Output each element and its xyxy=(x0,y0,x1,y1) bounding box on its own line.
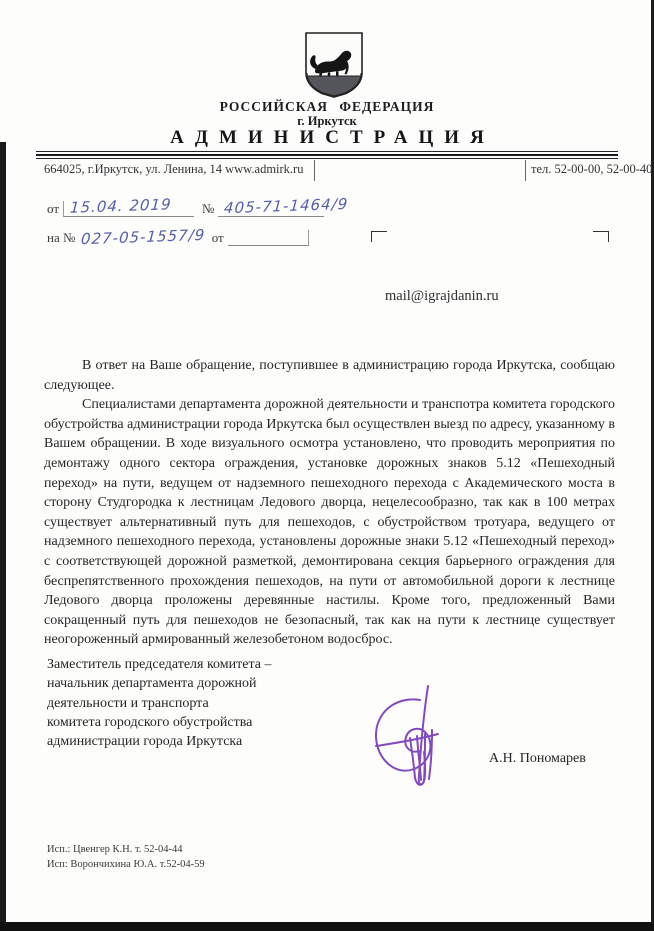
reply-date-field xyxy=(228,230,309,246)
number-label: № xyxy=(202,201,215,216)
executors-block xyxy=(47,843,205,872)
header-organization: АДМИНИСТРАЦИЯ xyxy=(170,127,495,148)
date-field xyxy=(63,195,194,217)
signer-title-block xyxy=(47,655,271,751)
handwritten-date: 15.04. 2019 xyxy=(69,195,173,217)
signer-title-line: комитета городского обустройства xyxy=(47,714,253,730)
irkutsk-coat-of-arms-icon xyxy=(303,31,365,99)
signer-title-line: начальник департамента дорожной xyxy=(47,676,257,692)
executor-line: Исп.: Цвенгер К.Н. т. 52-04-44 xyxy=(47,844,183,855)
date-label: от xyxy=(47,201,60,216)
header-city: г. Иркутск xyxy=(297,114,357,128)
recipient-corner-mark-left xyxy=(371,231,387,242)
recipient-corner-mark-right xyxy=(593,231,609,242)
number-field xyxy=(218,194,350,218)
handwritten-number: 405-71-1464/9 xyxy=(223,194,350,218)
scan-edge-bottom xyxy=(0,922,654,931)
signer-title-line: деятельности и транспорта xyxy=(47,695,209,711)
body-paragraph-2: Специалистами департамента дорожной деятельности и транспотра комитета городского обустройства администрации города Иркутска был осуществлен выезд по адресу, указанному в Вашем обращении. В ходе визуального осмотра установлено, что проводить мероприятия по демонтажу одного сектора ограждения, установке дорожных знаков 5.12 «Пешеходный переход» на пути, ведущем от надземного пешеходного перехода с Академического моста в сторону Студгородка к лестницам Ледового дворца, нецелесообразно, так как в 100 метрах существует альтернативный путь для пешеходов, с обустройством тротуара, ведущего от надземного пешеходного перехода, установлены дорожные знаки 5.12 «Пешеходный переход» с соответствующей дорожной разметкой, демонтирована секция барьерного ограждения для беспрепятственного прохождения пешеходов, на пути от автомобильной дороги к лестнице Ледового дворца проложены деревянные настилы. Кроме того, предложенный Вами сокращенный путь для пешеходов не безопасный, так как на пути к лестнице существует неогороженный армированный железобетоном водосброс. xyxy=(44,397,615,648)
outgoing-ref-row xyxy=(47,194,350,218)
reply-date-label: от xyxy=(211,230,224,245)
recipient-email: mail@igrajdanin.ru xyxy=(385,288,499,304)
handwritten-signature xyxy=(362,680,466,798)
reply-number-label: на № xyxy=(47,230,76,245)
org-address: 664025, г.Иркутск, ул. Ленина, 14 www.admirk.ru xyxy=(44,162,304,176)
header-rule xyxy=(36,151,618,159)
body-paragraph-1: В ответ на Ваше обращение, поступившее в администрацию города Иркутска, сообщаю следующее. xyxy=(44,358,615,393)
letter-body xyxy=(44,356,615,650)
executor-line: Исп: Ворончихина Ю.А. т.52-04-59 xyxy=(47,858,205,870)
contact-divider-left xyxy=(314,160,315,181)
header-country: РОССИЙСКАЯ ФЕДЕРАЦИЯ xyxy=(219,99,435,114)
signer-title-line: администрации города Иркутска xyxy=(47,734,243,750)
signer-title-line: Заместитель председателя комитета – xyxy=(47,657,272,672)
incoming-ref-row xyxy=(47,225,309,249)
contact-divider-right xyxy=(525,160,526,181)
scan-edge-left xyxy=(0,142,6,931)
signer-name: А.Н. Пономарев xyxy=(489,751,586,766)
org-phone: тел. 52-00-00, 52-00-40 xyxy=(531,162,653,176)
handwritten-reply-number: 027-05-1557/9 xyxy=(80,225,207,249)
